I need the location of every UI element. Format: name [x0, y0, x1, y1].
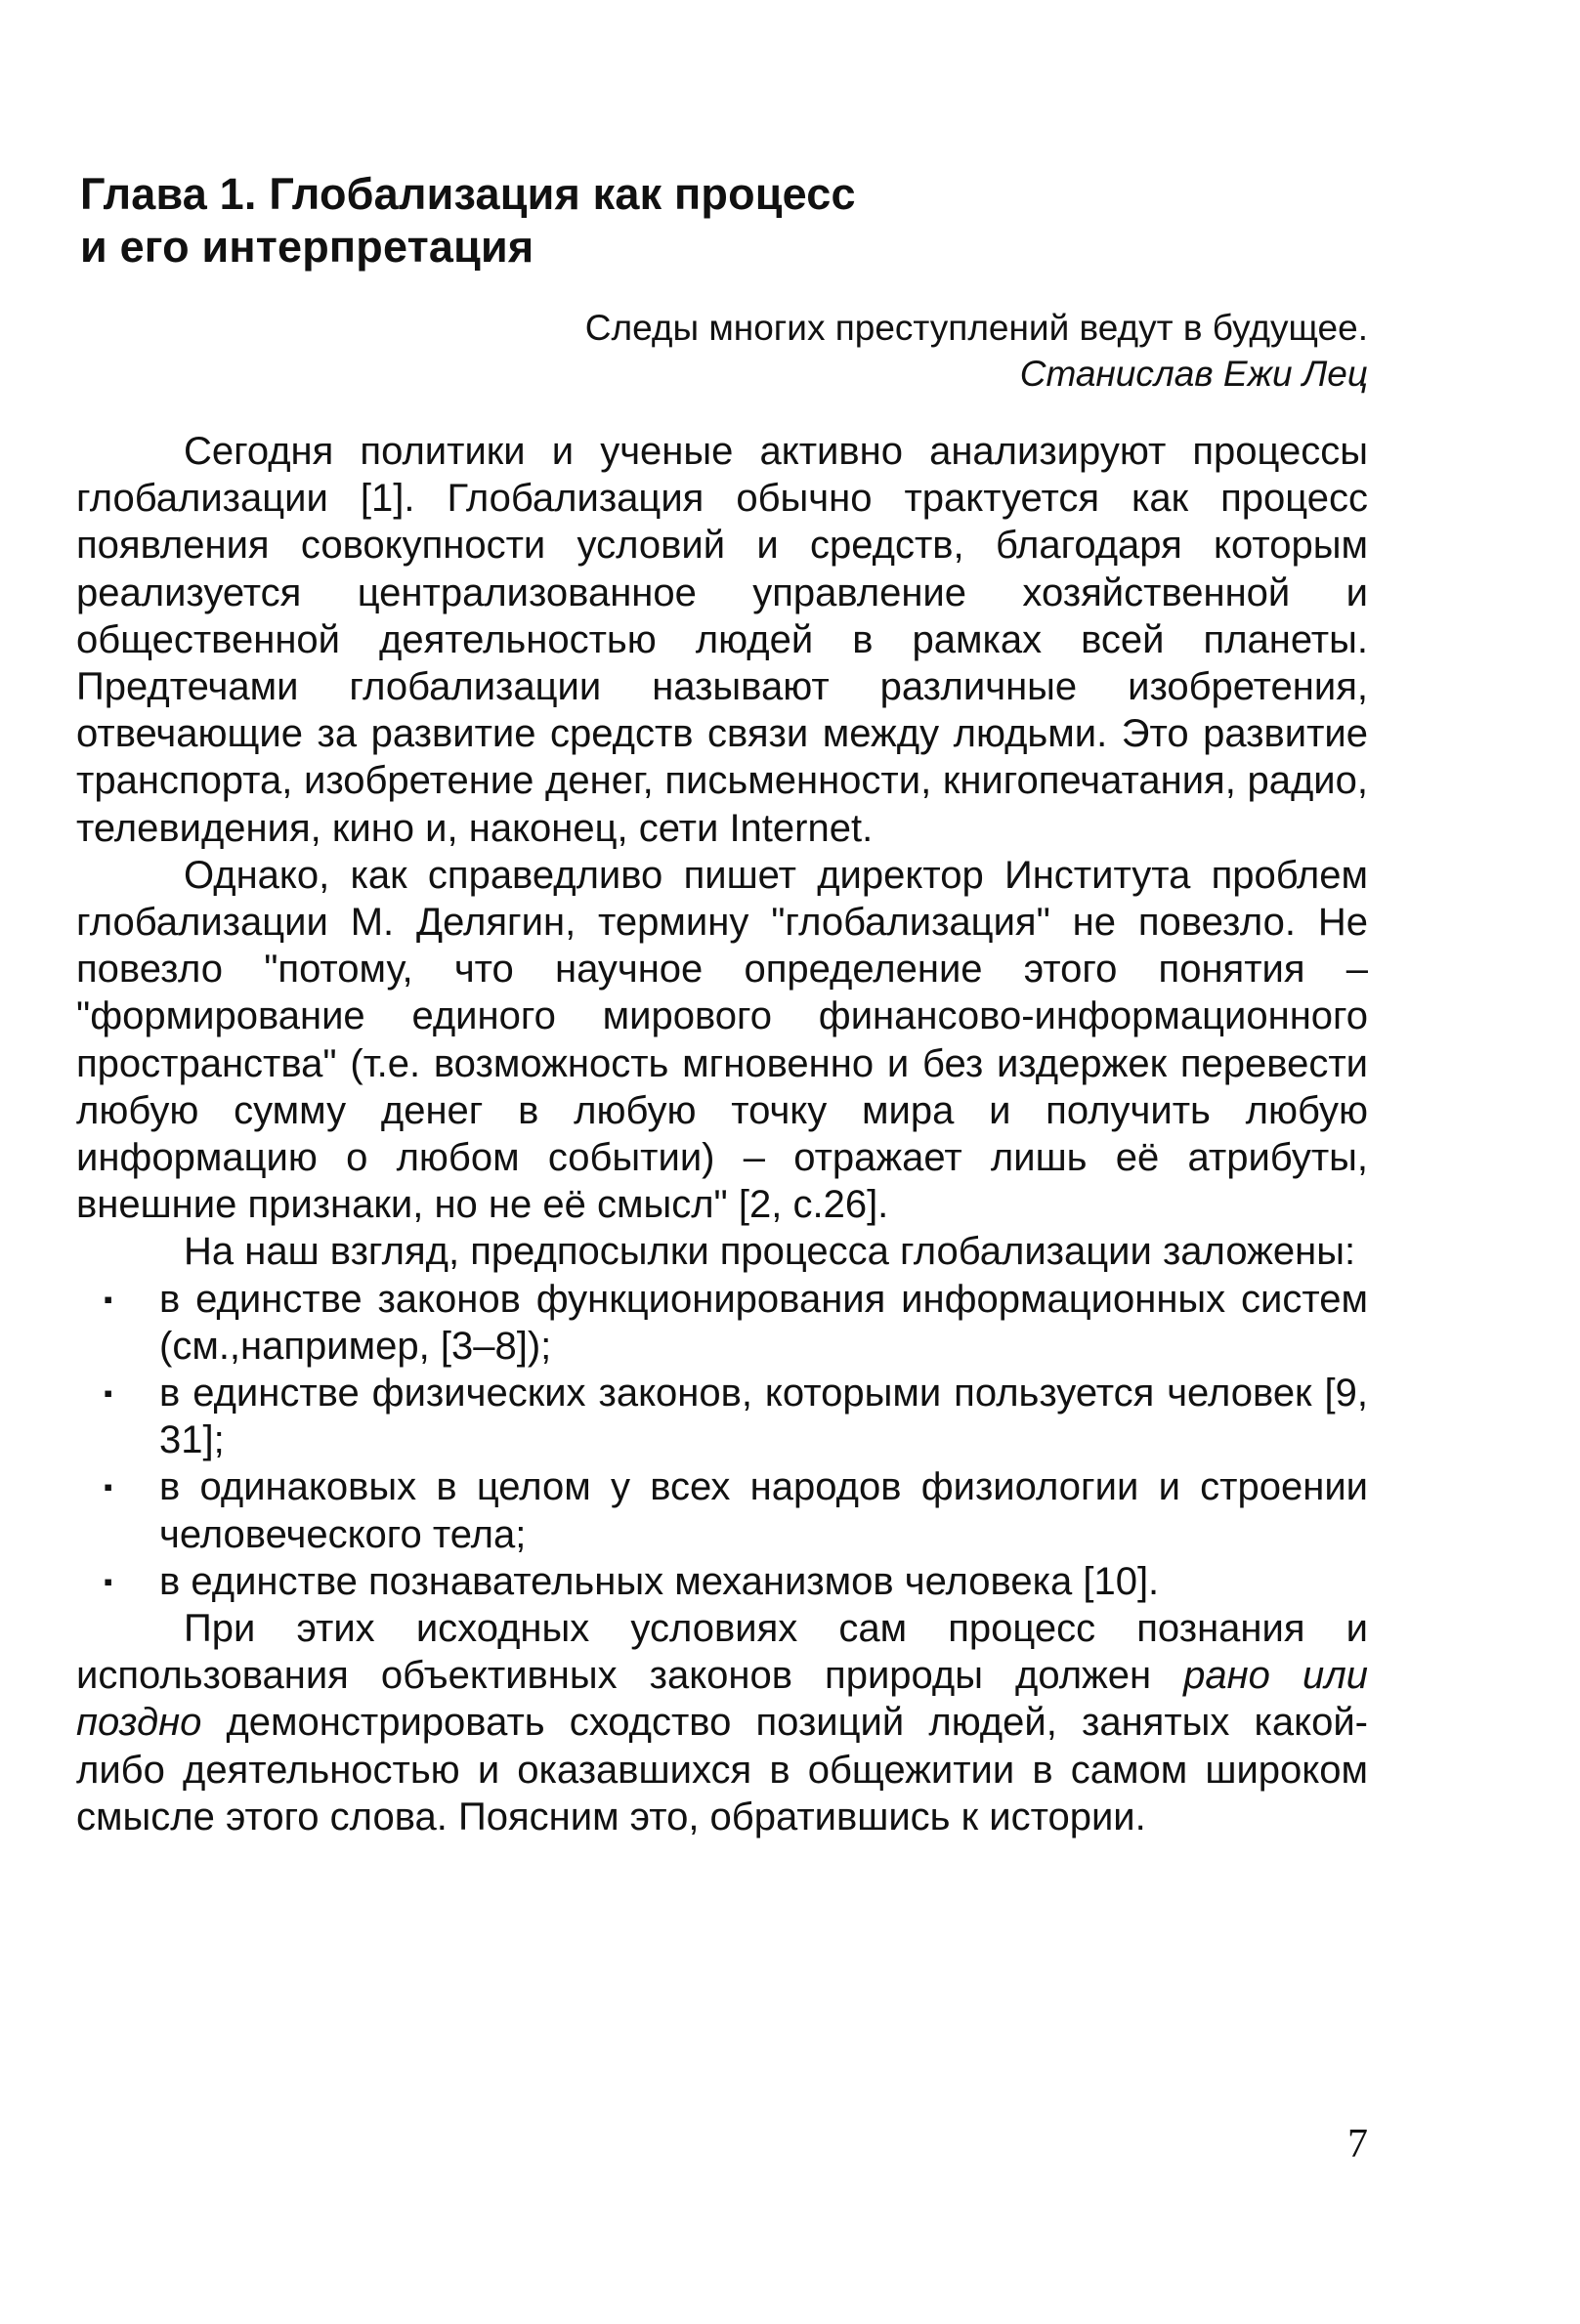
epigraph-quote: Следы многих преступлений ведут в будущее.: [584, 308, 1368, 348]
chapter-title-line-1: Глава 1. Глобализация как процесс: [80, 169, 856, 219]
prerequisites-list: [76, 1276, 1368, 1605]
epigraph-author: Станислав Ежи Лец: [1019, 354, 1368, 394]
paragraph-4-emphasis: рано или поздно: [76, 1654, 1368, 1745]
bullet-icon: ▪: [104, 1284, 113, 1314]
paragraph-3: На наш взгляд, предпосылки процесса глобализации заложены:: [184, 1230, 1356, 1274]
body-text: [76, 428, 1368, 1840]
bullet-icon: ▪: [104, 1472, 113, 1502]
paragraph-4-end: демонстрировать сходство позиций людей, занятых какой-либо деятельностью и оказавшихся в общежитии в самом широком смысле этого слова. Поясним это, обратившись к истории.: [76, 1701, 1368, 1838]
list-item: [76, 1463, 1368, 1557]
paragraph-1: Сегодня политики и ученые активно анализируют процессы глобализации [1]. Глобализация обычно трактуется как процесс появления совокупности условий и средств, благодаря которым реализуется централизованное управление хозяйственной и общественной деятельностью людей в рамках всей планеты. Предтечами глобализации называют различные изобретения, отвечающие за развитие средств связи между людьми. Это развитие транспорта, изобретение денег, письменности, книгопечатания, радио, телевидения, кино и, наконец, сети Internet.: [76, 430, 1368, 850]
bullet-icon: ▪: [104, 1566, 113, 1596]
chapter-title-line-2: и его интерпретация: [80, 222, 534, 272]
list-item-text: в единстве физических законов, которыми пользуется человек [9, 31];: [159, 1372, 1368, 1462]
list-item: [76, 1370, 1368, 1463]
list-item-text: в одинаковых в целом у всех народов физиологии и строении человеческого тела;: [159, 1465, 1368, 1556]
paragraph-2: Однако, как справедливо пишет директор Института проблем глобализации М. Делягин, термину "глобализация" не повезло. Не повезло "потому, что научное определение этого понятия – "формирование единого мирового финансово-информационного пространства" (т.е. возможность мгновенно и без издержек перевести любую сумму денег в любую точку мира и получить любую информацию о любом событии) – отражает лишь её атрибуты, внешние признаки, но не её смысл" [2, с.26].: [76, 853, 1368, 1227]
bullet-icon: ▪: [104, 1378, 113, 1409]
list-item-text: в единстве законов функционирования информационных систем (см.,например, [3–8]);: [159, 1277, 1368, 1368]
epigraph: [371, 305, 1368, 397]
list-item-text: в единстве познавательных механизмов человека [10].: [159, 1559, 1160, 1603]
list-item: [76, 1276, 1368, 1370]
paragraph-4-start: При этих исходных условиях сам процесс познания и использования объективных законов природы должен: [76, 1607, 1368, 1698]
list-item: [76, 1558, 1368, 1605]
page-number: 7: [1347, 2122, 1368, 2167]
chapter-title: [80, 168, 1057, 274]
paragraph-4: [76, 1605, 1368, 1840]
